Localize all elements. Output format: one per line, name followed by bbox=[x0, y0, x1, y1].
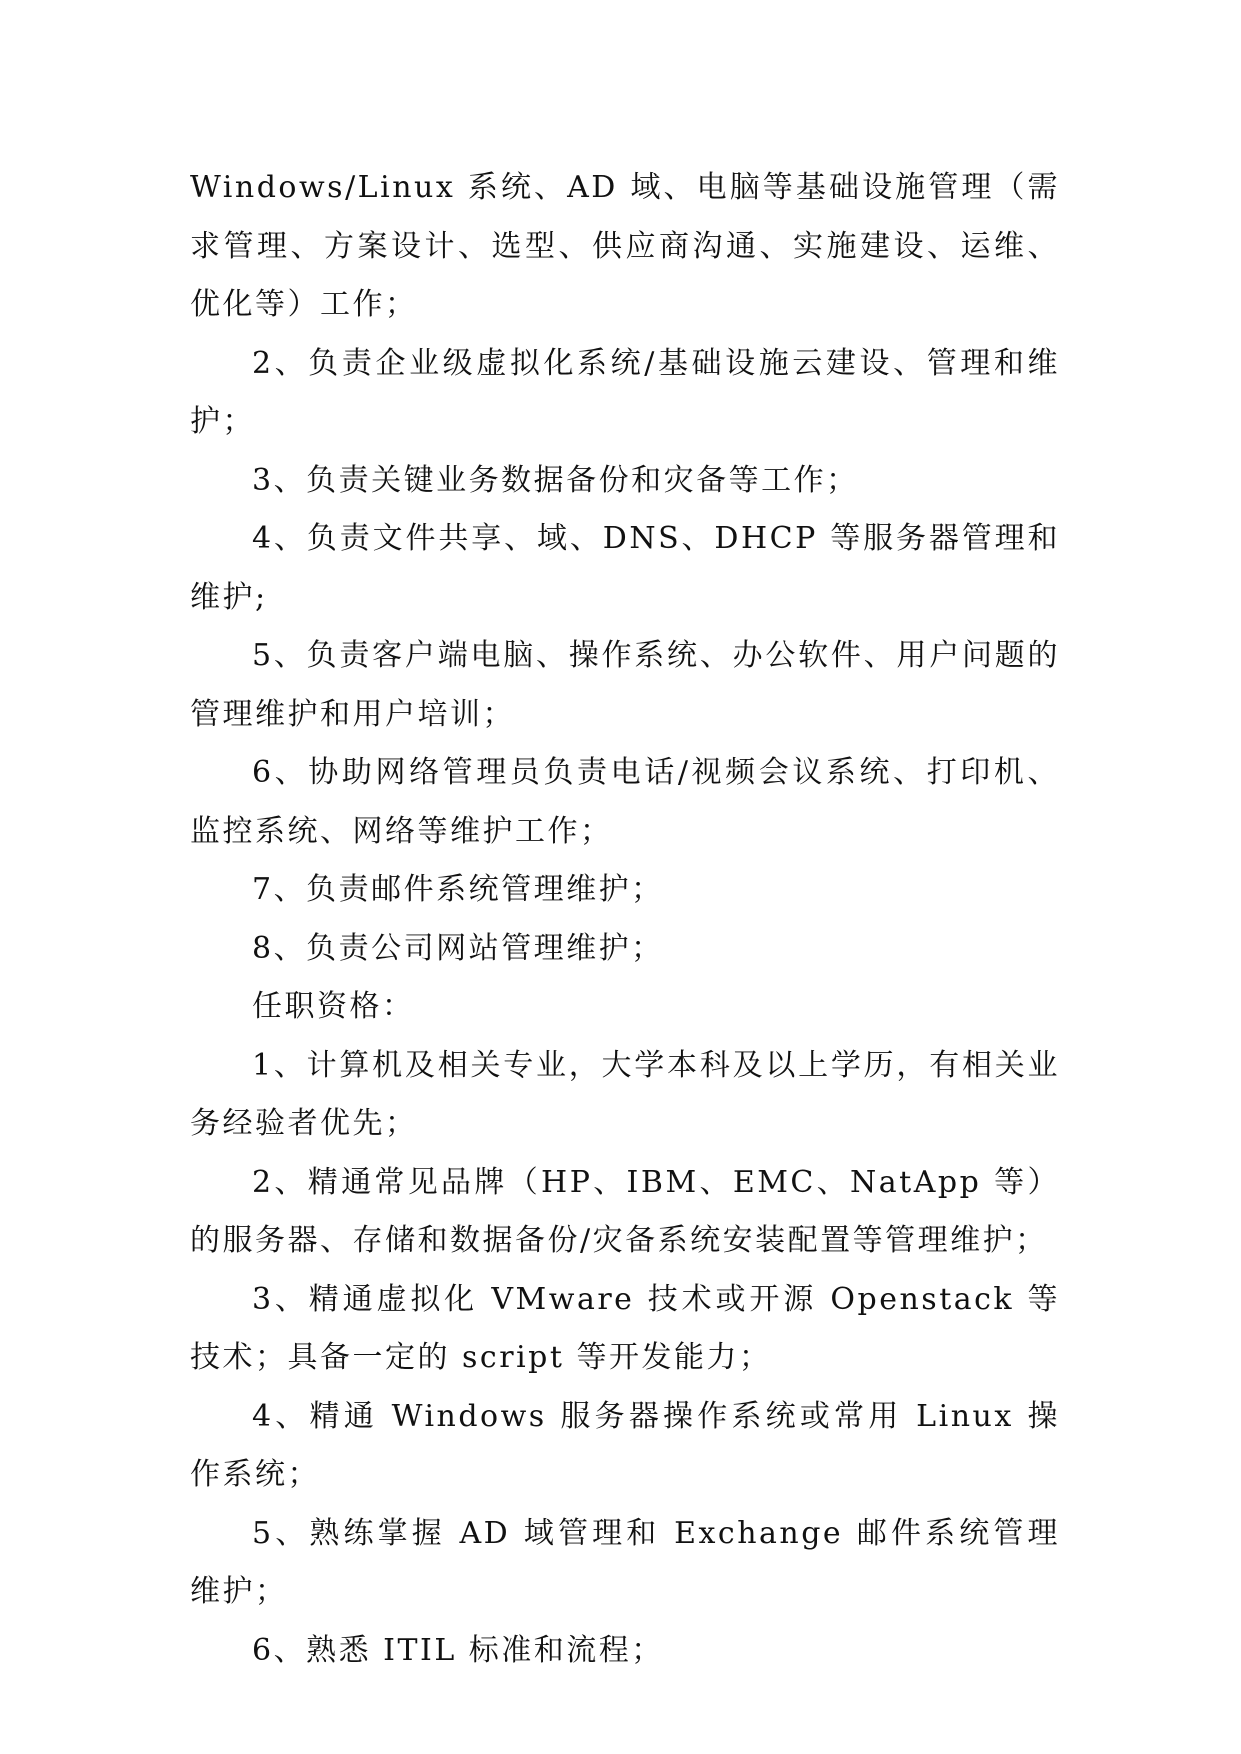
paragraph-responsibility-4: 4、负责文件共享、域、DNS、DHCP 等服务器管理和维护; bbox=[190, 521, 1060, 615]
paragraph-responsibility-2: 2、负责企业级虚拟化系统/基础设施云建设、管理和维护； bbox=[190, 345, 1060, 439]
paragraph-qualification-3: 3、精通虚拟化 VMware 技术或开源 Openstack 等技术；具备一定的 script 等开发能力； bbox=[190, 1281, 1060, 1375]
paragraph-responsibility-6: 6、协助网络管理员负责电话/视频会议系统、打印机、监控系统、网络等维护工作； bbox=[190, 755, 1060, 849]
paragraph-responsibility-1-continued: Windows/Linux 系统、AD 域、电脑等基础设施管理（需求管理、方案设计、选型、供应商沟通、实施建设、运维、优化等）工作； bbox=[190, 170, 1060, 322]
paragraph-responsibility-5: 5、负责客户端电脑、操作系统、办公软件、用户问题的管理维护和用户培训； bbox=[190, 638, 1060, 732]
section-heading-qualifications: 任职资格： bbox=[252, 989, 415, 1024]
paragraph-qualification-5: 5、熟练掌握 AD 域管理和 Exchange 邮件系统管理维护； bbox=[190, 1515, 1060, 1609]
paragraph-qualification-6: 6、熟悉 ITIL 标准和流程； bbox=[252, 1632, 664, 1668]
paragraph-responsibility-7: 7、负责邮件系统管理维护； bbox=[252, 872, 664, 907]
paragraph-responsibility-8: 8、负责公司网站管理维护； bbox=[252, 930, 664, 966]
paragraph-responsibility-3: 3、负责关键业务数据备份和灾备等工作； bbox=[252, 462, 859, 498]
paragraph-qualification-2: 2、精通常见品牌（HP、IBM、EMC、NatApp 等）的服务器、存储和数据备份/灾备系统安装配置等管理维护； bbox=[190, 1164, 1060, 1258]
paragraph-qualification-1: 1、计算机及相关专业，大学本科及以上学历，有相关业务经验者优先； bbox=[190, 1047, 1060, 1141]
document-body bbox=[190, 159, 1060, 1680]
paragraph-qualification-4: 4、精通 Windows 服务器操作系统或常用 Linux 操作系统； bbox=[190, 1398, 1060, 1492]
